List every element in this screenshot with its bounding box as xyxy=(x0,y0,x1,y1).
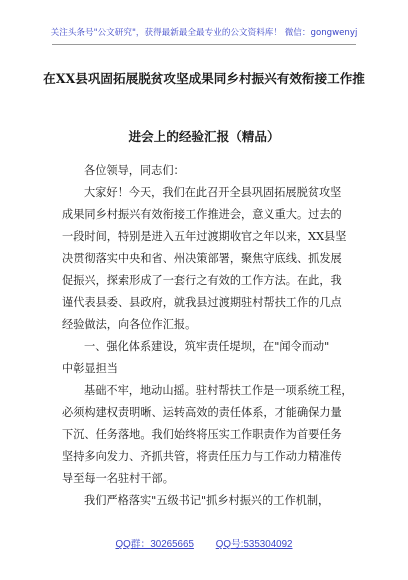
document-body xyxy=(62,160,352,512)
document-title-line-1: 在XX县巩固拓展脱贫攻坚成果同乡村振兴有效衔接工作推 xyxy=(43,71,365,86)
body-line: 我们严格落实"五级书记"抓乡村振兴的工作机制， xyxy=(84,494,330,507)
body-line: 决贯彻落实中央和省、州决策部署，聚焦守底线、抓发展 xyxy=(62,252,342,265)
body-line: 导至每一名驻村干部。 xyxy=(62,472,174,485)
body-line: 成果同乡村振兴有效衔接工作推进会，意义重大。过去的 xyxy=(62,208,342,221)
header-divider xyxy=(52,44,356,45)
body-line: 基础不牢，地动山摇。驻村帮扶工作是一项系统工程， xyxy=(84,384,353,397)
qq-number-link[interactable]: QQ号:535304092 xyxy=(215,539,293,550)
body-line: 坚持多向发力、齐抓共管，将责任压力与工作动力精准传 xyxy=(62,450,342,463)
body-line: 促振兴，探索形成了一套行之有效的工作方法。在此，我 xyxy=(62,274,342,287)
body-line: 大家好！今天，我们在此召开全县巩固拓展脱贫攻坚 xyxy=(84,186,342,199)
section-heading-line: 一、强化体系建设，筑牢责任堤坝，在"闻令而动" xyxy=(84,340,330,353)
salutation-line: 各位领导，同志们： xyxy=(84,164,185,177)
qq-group-link[interactable]: QQ群：30265665 xyxy=(115,539,194,550)
body-line: 谨代表县委、县政府，就我县过渡期驻村帮扶工作的几点 xyxy=(62,296,342,309)
header-promo-note: 关注头条号"公文研究"，获得最新最全最专业的公文资料库！ 微信：gongwenyj xyxy=(50,28,358,38)
section-heading-line: 中彰显担当 xyxy=(62,362,118,375)
body-line: 必须构建权责明晰、运转高效的责任体系，才能确保力量 xyxy=(62,406,342,419)
body-line: 经验做法，向各位作汇报。 xyxy=(62,318,197,331)
body-line: 下沉、任务落地。我们始终将压实工作职责作为首要任务 xyxy=(62,428,342,441)
footer-contact xyxy=(0,536,408,550)
body-line: 一段时间，特别是进入五年过渡期收官之年以来，XX县坚 xyxy=(62,230,347,243)
document-title-line-2: 进会上的经验汇报（精品） xyxy=(128,129,280,144)
